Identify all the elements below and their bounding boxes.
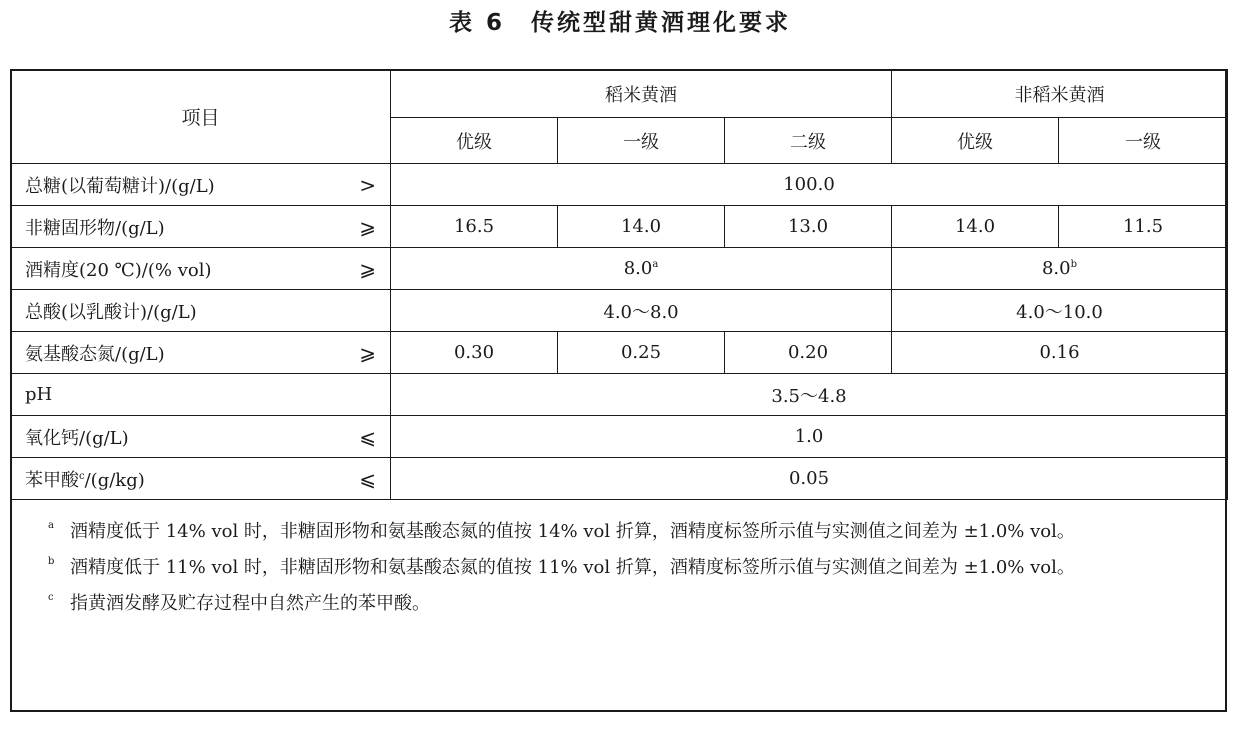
cell-value-text: 8.0 [623,258,653,279]
row-operator: > [359,172,376,197]
footnote [48,586,1207,622]
row-label [11,416,391,458]
footnote-text: 酒精度低于 14% vol 时，非糖固形物和氨基酸态氮的值按 14% vol 折算，酒精度标签所示值与实测值之间差为 ±1.0% vol。 [70,521,1075,542]
table-row [11,290,1228,332]
footnote-marker: b [48,556,55,567]
row-label-text: 苯甲酸 [25,469,79,491]
footnote-ref: b [1070,259,1078,270]
row-operator: ⩽ [359,424,376,449]
header-group-rice: 稻米黄酒 [391,70,892,118]
footnote-text: 酒精度低于 11% vol 时，非糖固形物和氨基酸态氮的值按 11% vol 折算，酒精度标签所示值与实测值之间差为 ±1.0% vol。 [70,557,1075,578]
row-operator: ⩾ [359,256,376,281]
footnote-ref: a [652,259,659,270]
table-row [11,458,1228,500]
row-label [11,374,391,416]
cell-value: 11.5 [1059,206,1228,248]
table-row [11,374,1228,416]
table-row [11,206,1228,248]
cell-value: 0.16 [892,332,1228,374]
row-label-text: 氧化钙/(g/L) [25,427,129,449]
cell-value: 14.0 [892,206,1059,248]
cell-value: 16.5 [391,206,558,248]
table-row [11,164,1228,206]
footnotes [10,498,1227,622]
cell-value: 1.0 [391,416,1228,458]
row-label [11,458,391,500]
header-grade: 优级 [391,118,558,164]
footnote-marker: a [48,520,54,531]
row-label [11,332,391,374]
row-operator: ⩽ [359,466,376,491]
row-label-text: 氨基酸态氮/(g/L) [25,343,165,365]
row-label-text: 总酸(以乳酸计)/(g/L) [25,301,197,323]
header-grade: 二级 [725,118,892,164]
table-row [11,416,1228,458]
header-grade: 一级 [558,118,725,164]
row-label [11,248,391,290]
footnote-text: 指黄酒发酵及贮存过程中自然产生的苯甲酸。 [70,593,430,614]
header-item: 项目 [11,70,391,164]
footnote-marker: c [48,592,54,603]
header-grade: 一级 [1059,118,1228,164]
row-label [11,164,391,206]
row-label-text: pH [25,384,53,405]
footnote [48,550,1207,586]
row-label [11,290,391,332]
cell-value [391,248,892,290]
spec-table [10,69,1228,500]
cell-value: 4.0～8.0 [391,290,892,332]
row-label-text: 酒精度(20 ℃)/(% vol) [25,259,212,281]
table-title: 表 6 传统型甜黄酒理化要求 [448,10,791,36]
footnote-ref: c [79,470,85,482]
cell-value: 13.0 [725,206,892,248]
cell-value: 4.0～10.0 [892,290,1228,332]
footnote [48,514,1207,550]
row-operator: ⩾ [359,214,376,239]
row-label-unit: /(g/kg) [84,469,145,491]
row-label-text: 总糖(以葡萄糖计)/(g/L) [25,175,215,197]
cell-value: 100.0 [391,164,1228,206]
header-grade: 优级 [892,118,1059,164]
cell-value: 3.5～4.8 [391,374,1228,416]
table-row [11,248,1228,290]
row-label [11,206,391,248]
cell-value: 0.20 [725,332,892,374]
cell-value: 14.0 [558,206,725,248]
row-label-text: 非糖固形物/(g/L) [25,217,165,239]
row-operator: ⩾ [359,340,376,365]
cell-value: 0.30 [391,332,558,374]
table-row [11,332,1228,374]
cell-value-text: 8.0 [1041,258,1071,279]
cell-value [892,248,1228,290]
header-group-nonrice: 非稻米黄酒 [892,70,1228,118]
header-row-1 [11,70,1228,118]
cell-value: 0.25 [558,332,725,374]
cell-value: 0.05 [391,458,1228,500]
